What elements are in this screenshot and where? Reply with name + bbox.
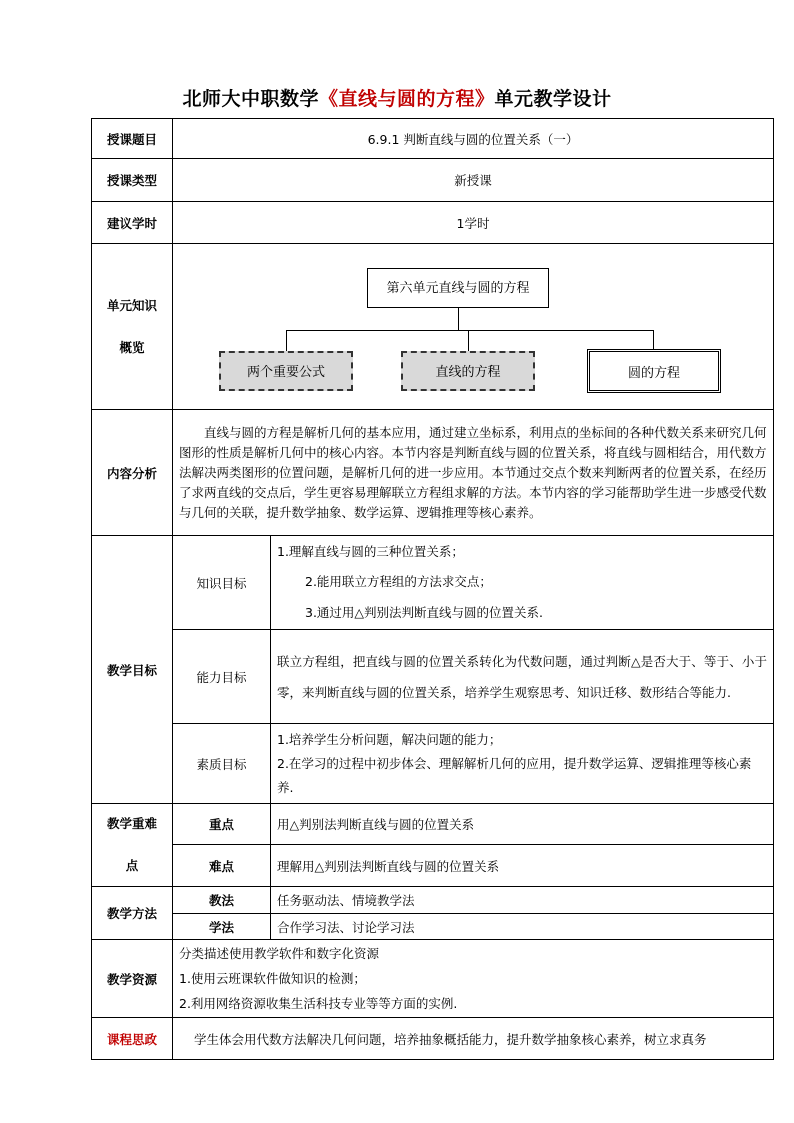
row-hours [92, 202, 774, 244]
diagram-connector-middle [468, 330, 469, 351]
overview-diagram-cell [173, 244, 774, 410]
content-label: 内容分析 [92, 410, 173, 536]
title-suffix: 单元教学设计 [494, 88, 612, 110]
difficult-point-value: 理解用△判别法判断直线与圆的位置关系 [271, 845, 774, 887]
row-resources [92, 940, 774, 1018]
literacy-goal-line-2: 2.在学习的过程中初步体会、理解解析几何的应用，提升数学运算、逻辑推理等核心素养. [277, 755, 752, 795]
row-goal-knowledge [92, 536, 774, 630]
diagram-child-circle-equation: 圆的方程 [587, 349, 721, 393]
literacy-goal-line-1: 1.培养学生分析问题，解决问题的能力； [277, 731, 502, 747]
knowledge-goal-line-1: 1.理解直线与圆的三种位置关系； [277, 543, 464, 559]
topic-value: 6.9.1 判断直线与圆的位置关系（一） [173, 119, 774, 159]
overview-label-line1: 单元知识 [106, 297, 157, 313]
ideology-label: 课程思政 [92, 1018, 173, 1060]
content-analysis-text: 直线与圆的方程是解析几何的基本应用，通过建立坐标系，利用点的坐标间的各种代数关系来研究几何图形的性质是解析几何中的核心内容。本节内容是判断直线与圆的位置关系，将直线与圆相结合，用代数方法解决两类图形的位置问题，是解析几何的进一步应用。本节通过交点个数来判断两者的位置关系，在经历了求两直线的交点后，学生更容易理解联立方程组求解的方法。本节内容的学习能帮助学生进一步感受代数与几何的关联，提升数学抽象、数学运算、逻辑推理等核心素养。 [173, 410, 774, 536]
knowledge-goal-line-2: 2.能用联立方程组的方法求交点； [305, 573, 492, 589]
knowledge-goal-label: 知识目标 [173, 536, 271, 630]
ideology-text: 学生体会用代数方法解决几何问题，培养抽象概括能力，提升数学抽象核心素养，树立求真务 [173, 1018, 774, 1060]
diagram-connector-bar [286, 330, 654, 331]
goals-label: 教学目标 [92, 536, 173, 804]
teach-method-label: 教法 [173, 887, 271, 914]
row-learn-method [92, 914, 774, 940]
row-content [92, 410, 774, 536]
resources-content [173, 940, 774, 1018]
row-teach-method [92, 887, 774, 914]
resources-line-1: 分类描述使用教学软件和数字化资源 [179, 946, 380, 961]
literacy-goal-content [271, 724, 774, 804]
ability-goal-label: 能力目标 [173, 630, 271, 724]
keypoints-label-line2: 点 [125, 858, 139, 873]
title-book-name: 《直线与圆的方程》 [318, 88, 495, 110]
key-point-value: 用△判别法判断直线与圆的位置关系 [271, 804, 774, 845]
overview-label-line2: 概览 [119, 339, 145, 355]
learn-method-value: 合作学习法、讨论学习法 [271, 914, 774, 940]
knowledge-goal-line-3: 3.通过用△判别法判断直线与圆的位置关系. [305, 604, 544, 620]
methods-label: 教学方法 [92, 887, 173, 940]
lesson-plan-table [91, 118, 774, 1060]
row-ideology [92, 1018, 774, 1060]
ability-goal-text: 联立方程组，把直线与圆的位置关系转化为代数问题，通过判断△是否大于、等于、小于零，来判断直线与圆的位置关系，培养学生观察思考、知识迁移、数形结合等能力. [271, 630, 774, 724]
hours-label: 建议学时 [92, 202, 173, 244]
learn-method-label: 学法 [173, 914, 271, 940]
resources-label: 教学资源 [92, 940, 173, 1018]
overview-label [92, 244, 173, 410]
row-key-point [92, 804, 774, 845]
title-prefix: 北师大中职数学 [182, 88, 319, 110]
literacy-goal-label: 素质目标 [173, 724, 271, 804]
diagram-child-line-equation: 直线的方程 [401, 351, 535, 391]
hours-value: 1学时 [173, 202, 774, 244]
topic-label: 授课题目 [92, 119, 173, 159]
resources-line-2: 1.使用云班课软件做知识的检测； [179, 971, 366, 986]
knowledge-goal-content [271, 536, 774, 630]
row-difficult-point [92, 845, 774, 887]
row-overview [92, 244, 774, 410]
resources-line-3: 2.利用网络资源收集生活科技专业等等方面的实例. [179, 996, 458, 1011]
type-label: 授课类型 [92, 159, 173, 202]
row-type [92, 159, 774, 202]
row-goal-literacy [92, 724, 774, 804]
keypoints-label [92, 804, 173, 887]
key-point-label: 重点 [173, 804, 271, 845]
type-value: 新授课 [173, 159, 774, 202]
diagram-child-formulas: 两个重要公式 [219, 351, 353, 391]
row-topic [92, 119, 774, 159]
diagram-connector-left [286, 330, 287, 351]
diagram-connector-right [653, 330, 654, 349]
row-goal-ability [92, 630, 774, 724]
knowledge-structure-diagram [173, 246, 773, 408]
page-title [0, 84, 794, 111]
diagram-connector-stem [458, 308, 459, 330]
diagram-root-box: 第六单元直线与圆的方程 [367, 268, 549, 308]
difficult-point-label: 难点 [173, 845, 271, 887]
keypoints-label-line1: 教学重难 [106, 816, 157, 831]
teach-method-value: 任务驱动法、情境教学法 [271, 887, 774, 914]
